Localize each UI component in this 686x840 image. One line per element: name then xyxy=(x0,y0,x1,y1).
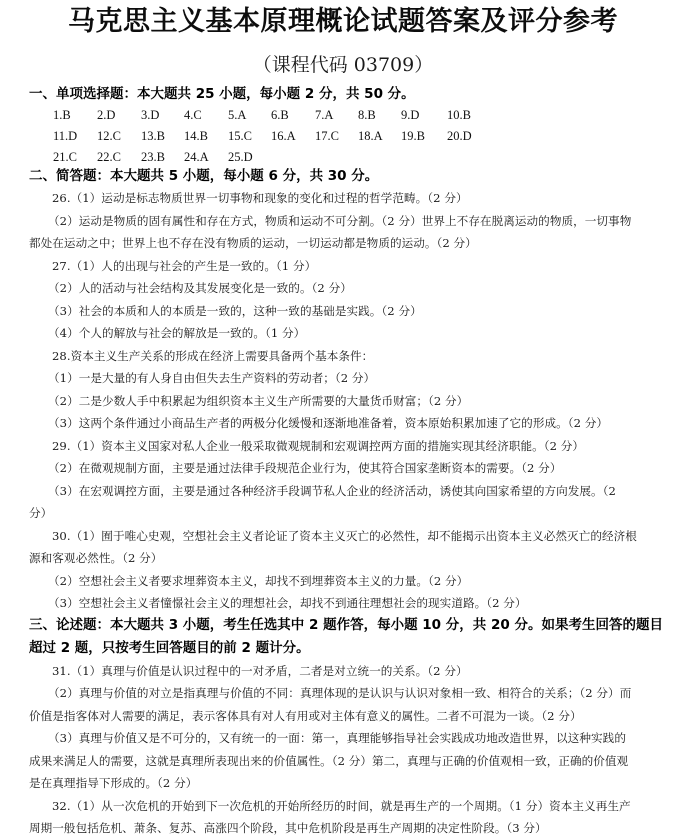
answer-line-q31-3-end: 是在真理指导下形成的。（2 分） xyxy=(29,776,198,790)
answer-line-q30-2: （2）空想社会主义者要求埋葬资本主义，却找不到埋葬资本主义的力量。（2 分） xyxy=(48,574,469,588)
answer-item: 10.B xyxy=(447,108,471,122)
answer-line-q28-1: （1）一是大量的有人身自由但失去生产资料的劳动者；（2 分） xyxy=(48,371,376,385)
answer-line-q28-2: （2）二是少数人手中积累起为组织资本主义生产所需要的大量货币财富；（2 分） xyxy=(48,394,469,408)
answer-line-q29-3: （3）在宏观调控方面，主要是通过各种经济手段调节私人企业的经济活动，诱使其向国家希望的方向发展。（2 xyxy=(48,484,616,498)
answer-item: 15.C xyxy=(228,129,252,143)
answer-line-q27-2: （2）人的活动与社会结构及其发展变化是一致的。（2 分） xyxy=(48,281,352,295)
answer-line-q31-3-cont: 成果来满足人的需要，这就是真理所表现出来的价值属性。（2 分）第二，真理与正确的价值观相一致，正确的价值观 xyxy=(29,754,629,768)
answer-line-q30-1: 30.（1）囿于唯心史观，空想社会主义者论证了资本主义灭亡的必然性，却不能揭示出资本主义必然灭亡的经济根 xyxy=(52,529,637,543)
answer-item: 14.B xyxy=(184,129,208,143)
answer-item: 11.D xyxy=(53,129,78,143)
answer-line-q29-3-cont: 分） xyxy=(29,506,53,520)
answer-line-q27-4: （4）个人的解放与社会的解放是一致的。（1 分） xyxy=(48,326,306,340)
answer-line-q31-2-cont: 价值是指客体对人需要的满足，表示客体具有对人有用或对主体有意义的属性。二者不可混为一谈。（2 分） xyxy=(29,709,582,723)
answer-line-q27-1: 27.（1）人的出现与社会的产生是一致的。（1 分） xyxy=(52,259,317,273)
answer-item: 9.D xyxy=(401,108,420,122)
answer-line-q28-3: （3）这两个条件通过小商品生产者的两极分化缓慢和逐渐地准备着，资本原始积累加速了它的形成。（2 分） xyxy=(48,416,609,430)
answer-line-q26-2-cont: 都处在运动之中；世界上也不存在没有物质的运动，一切运动都是物质的运动。（2 分） xyxy=(29,236,477,250)
answer-line-q26-1: 26.（1）运动是标志物质世界一切事物和现象的变化和过程的哲学范畴。（2 分） xyxy=(52,191,468,205)
answer-line-q31-3: （3）真理与价值又是不可分的，又有统一的一面：第一，真理能够指导社会实践成功地改造世界，以这种实践的 xyxy=(48,731,626,745)
section-2-heading: 二、简答题：本大题共 5 小题，每小题 6 分，共 30 分。 xyxy=(29,168,379,184)
answer-item: 24.A xyxy=(184,150,209,164)
answer-item: 3.D xyxy=(141,108,160,122)
answer-item: 16.A xyxy=(271,129,296,143)
answer-line-q27-3: （3）社会的本质和人的本质是一致的，这种一致的基础是实践。（2 分） xyxy=(48,304,422,318)
answer-line-q30-3: （3）空想社会主义者憧憬社会主义的理想社会，却找不到通往理想社会的现实道路。（2 分） xyxy=(48,596,527,610)
answer-item: 21.C xyxy=(53,150,77,164)
answer-line-q26-2: （2）运动是物质的固有属性和存在方式，物质和运动不可分割。（2 分）世界上不存在脱离运动的物质，一切事物 xyxy=(48,214,632,228)
answer-line-q29-2: （2）在微观规制方面，主要是通过法律手段规范企业行为，使其符合国家垄断资本的需要。（2 分） xyxy=(48,461,562,475)
answer-item: 12.C xyxy=(97,129,121,143)
answer-line-q30-1-cont: 源和客观必然性。（2 分） xyxy=(29,551,163,565)
answer-item: 8.B xyxy=(358,108,376,122)
answer-item: 20.D xyxy=(447,129,472,143)
answer-item: 25.D xyxy=(228,150,253,164)
section-1-heading: 一、单项选择题：本大题共 25 小题，每小题 2 分，共 50 分。 xyxy=(29,86,415,102)
answer-item: 6.B xyxy=(271,108,289,122)
section-3-heading-line-2: 超过 2 题，只按考生回答题目的前 2 题计分。 xyxy=(29,640,310,656)
answer-item: 17.C xyxy=(315,129,339,143)
answer-item: 19.B xyxy=(401,129,425,143)
answer-item: 1.B xyxy=(53,108,71,122)
answer-item: 18.A xyxy=(358,129,383,143)
answer-item: 22.C xyxy=(97,150,121,164)
answer-item: 2.D xyxy=(97,108,116,122)
section-3-heading-line-1: 三、论述题：本大题共 3 小题，考生任选其中 2 题作答，每小题 10 分，共 20 分。如果考生回答的题目 xyxy=(29,617,663,633)
answer-item: 23.B xyxy=(141,150,165,164)
answer-line-q32-1-cont: 周期一般包括危机、萧条、复苏、高涨四个阶段，其中危机阶段是再生产周期的决定性阶段。（3 分） xyxy=(29,821,547,835)
answer-item: 4.C xyxy=(184,108,202,122)
document-title: 马克思主义基本原理概论试题答案及评分参考 xyxy=(68,6,618,37)
answer-line-q31-2: （2）真理与价值的对立是指真理与价值的不同：真理体现的是认识与认识对象相一致、相符合的关系；（2 分）而 xyxy=(48,686,632,700)
answer-item: 13.B xyxy=(141,129,165,143)
course-code-subtitle: （课程代码 03709） xyxy=(252,54,434,76)
answer-line-q29-1: 29.（1）资本主义国家对私人企业一般采取微观规制和宏观调控两方面的措施实现其经济职能。（2 分） xyxy=(52,439,585,453)
answer-line-q28-intro: 28.资本主义生产关系的形成在经济上需要具备两个基本条件： xyxy=(52,349,374,363)
answer-line-q32-1: 32.（1）从一次危机的开始到下一次危机的开始所经历的时间，就是再生产的一个周期。（1 分）资本主义再生产 xyxy=(52,799,631,813)
answer-line-q31-1: 31.（1）真理与价值是认识过程中的一对矛盾，二者是对立统一的关系。（2 分） xyxy=(52,664,468,678)
answer-item: 5.A xyxy=(228,108,247,122)
answer-item: 7.A xyxy=(315,108,334,122)
